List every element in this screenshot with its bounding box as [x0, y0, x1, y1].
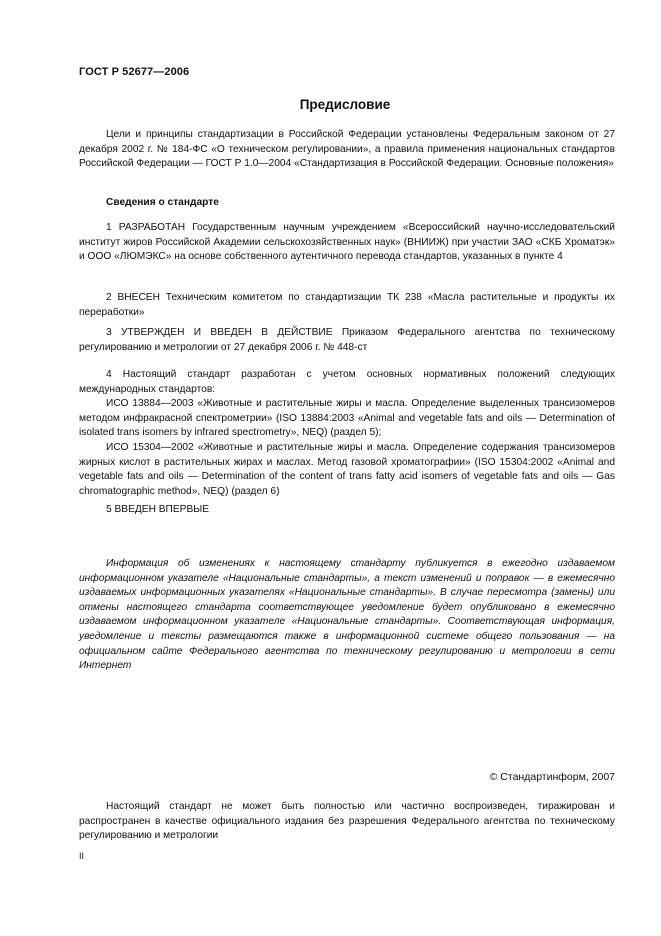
item-4-reference-iso-15304: ИСО 15304—2002 «Животные и растительные жиры и масла. Определение содержания трансизомеров жирных кислот в растительных жирах и маслах. Метод газовой хроматографии» (ISO 15304:2002 «Animal and vegetable fats and oils — Determination of the content of trans fatty acid isomers of vegetable fats and oils — Gas chromatographic method», NEQ) (раздел 6) [79, 441, 615, 497]
amendments-notice: Информация об изменениях к настоящему стандарту публикуется в ежегодно издаваемом информационном указателе «Национальные стандарты», а текст изменений и поправок — в ежемесячно издаваемых информационных указателях «Национальные стандарты». В случае пересмотра (замены) или отмены настоящего стандарта соответствующее уведомление будет опубликовано в ежемесячно издаваемом информационном указателе «Национальные стандарты». Соответствующая информация, уведомление и тексты размещаются также в информационной системе общего пользования — на официальном сайте Федерального агентства по техническому регулированию и метрологии в сети Интернет [79, 558, 615, 672]
item-4-block [79, 368, 615, 499]
intro-paragraph: Цели и принципы стандартизации в Российской Федерации установлены Федеральным законом от 27 декабря 2002 г. № 184-ФС «О техническом регулировании», а правила применения национальных стандартов Российской Федерации — ГОСТ Р 1.0—2004 «Стандартизация в Российской Федерации. Основные положения» [79, 129, 615, 170]
item-5-first-introduced: 5 ВВЕДЕН ВПЕРВЫЕ [106, 504, 210, 515]
page-number: II [79, 851, 85, 861]
page-title: Предисловие [299, 97, 391, 112]
standard-code-header: ГОСТ Р 52677—2006 [79, 66, 190, 78]
item-1-developed: 1 РАЗРАБОТАН Государственным научным учреждением «Всероссийский научно-исследовательский институт жиров Российской Академии сельскохозяйственных наук» (ВНИИЖ) при участии ЗАО «СКБ Хроматэк» и ООО «ЛЮМЭКС» на основе собственного аутентичного перевода стандартов, указанных в пункте 4 [79, 222, 615, 263]
section-heading: Сведения о стандарте [106, 197, 219, 208]
item-3-approved: 3 УТВЕРЖДЕН И ВВЕДЕН В ДЕЙСТВИЕ Приказом Федерального агентства по техническому регулированию и метрологии от 27 декабря 2006 г. № 448-ст [79, 327, 615, 353]
copyright-line: © Стандартинформ, 2007 [489, 771, 615, 783]
item-4-reference-iso-13884: ИСО 13884—2003 «Животные и растительные жиры и масла. Определение выделенных трансизомеров методом инфракрасной спектрометрии» (ISO 13884:2003 «Animal and vegetable fats and oils — Determination of isolated trans isomers by infrared spectrometry», NEQ) (раздел 5); [79, 398, 615, 439]
item-4-lead: 4 Настоящий стандарт разработан с учетом основных нормативных положений следующих международных стандартов: [79, 369, 615, 395]
legal-notice: Настоящий стандарт не может быть полностью или частично воспроизведен, тиражирован и распространен в качестве официального издания без разрешения Федерального агентства по техническому регулированию и метрологии [79, 801, 615, 842]
item-2-introduced: 2 ВНЕСЕН Техническим комитетом по стандартизации ТК 238 «Масла растительные и продукты их переработки» [79, 292, 615, 318]
